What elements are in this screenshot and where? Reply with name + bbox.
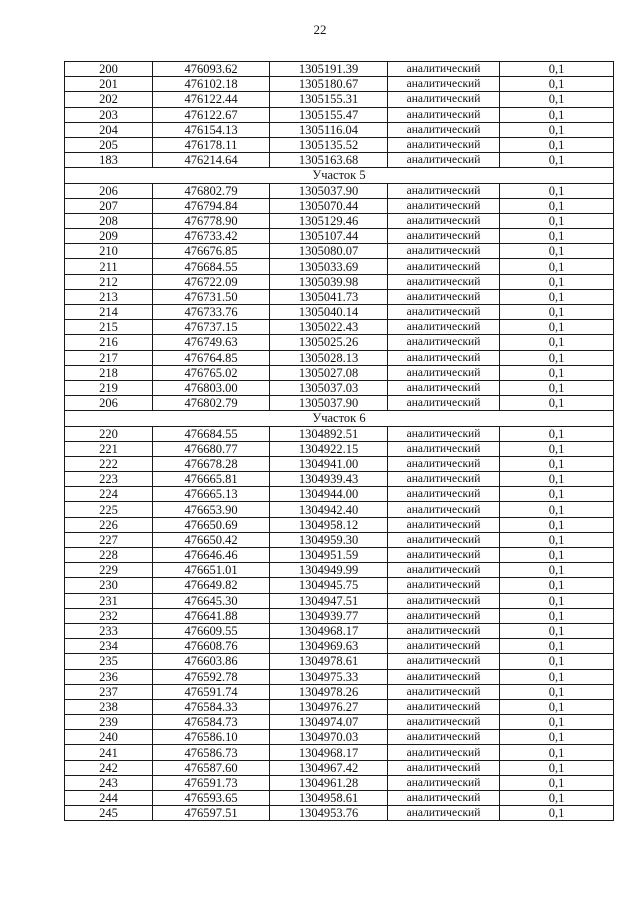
accuracy-cell: 0,1 — [500, 593, 614, 608]
x-coordinate-cell: 476650.42 — [153, 532, 270, 547]
accuracy-cell: 0,1 — [500, 259, 614, 274]
table-row — [65, 122, 614, 137]
y-coordinate-cell: 1304970.03 — [270, 730, 388, 745]
x-coordinate-cell: 476749.63 — [153, 335, 270, 350]
accuracy-cell: 0,1 — [500, 791, 614, 806]
y-coordinate-cell: 1305155.47 — [270, 107, 388, 122]
point-number-cell: 222 — [65, 456, 153, 471]
y-coordinate-cell: 1305070.44 — [270, 198, 388, 213]
accuracy-cell: 0,1 — [500, 213, 614, 228]
point-number-cell: 200 — [65, 62, 153, 77]
table-row — [65, 532, 614, 547]
accuracy-cell: 0,1 — [500, 441, 614, 456]
y-coordinate-cell: 1304944.00 — [270, 487, 388, 502]
point-number-cell: 212 — [65, 274, 153, 289]
accuracy-cell: 0,1 — [500, 487, 614, 502]
table-row — [65, 806, 614, 821]
x-coordinate-cell: 476731.50 — [153, 289, 270, 304]
y-coordinate-cell: 1304978.61 — [270, 654, 388, 669]
method-cell: аналитический — [388, 77, 500, 92]
coordinates-table-body — [65, 62, 614, 821]
table-row — [65, 137, 614, 152]
y-coordinate-cell: 1305037.90 — [270, 183, 388, 198]
x-coordinate-cell: 476593.65 — [153, 791, 270, 806]
x-coordinate-cell: 476676.85 — [153, 244, 270, 259]
method-cell: аналитический — [388, 791, 500, 806]
accuracy-cell: 0,1 — [500, 153, 614, 168]
section-row — [65, 411, 614, 426]
accuracy-cell: 0,1 — [500, 137, 614, 152]
x-coordinate-cell: 476102.18 — [153, 77, 270, 92]
accuracy-cell: 0,1 — [500, 289, 614, 304]
section-title: Участок 5 — [65, 168, 614, 183]
x-coordinate-cell: 476609.55 — [153, 623, 270, 638]
accuracy-cell: 0,1 — [500, 198, 614, 213]
table-row — [65, 791, 614, 806]
point-number-cell: 231 — [65, 593, 153, 608]
accuracy-cell: 0,1 — [500, 548, 614, 563]
y-coordinate-cell: 1305135.52 — [270, 137, 388, 152]
x-coordinate-cell: 476733.42 — [153, 229, 270, 244]
accuracy-cell: 0,1 — [500, 623, 614, 638]
point-number-cell: 221 — [65, 441, 153, 456]
accuracy-cell: 0,1 — [500, 563, 614, 578]
table-row — [65, 760, 614, 775]
table-row — [65, 426, 614, 441]
table-row — [65, 350, 614, 365]
method-cell: аналитический — [388, 259, 500, 274]
method-cell: аналитический — [388, 441, 500, 456]
method-cell: аналитический — [388, 715, 500, 730]
table-row — [65, 335, 614, 350]
x-coordinate-cell: 476597.51 — [153, 806, 270, 821]
y-coordinate-cell: 1305039.98 — [270, 274, 388, 289]
point-number-cell: 201 — [65, 77, 153, 92]
y-coordinate-cell: 1304974.07 — [270, 715, 388, 730]
method-cell: аналитический — [388, 639, 500, 654]
table-row — [65, 608, 614, 623]
table-row — [65, 77, 614, 92]
accuracy-cell: 0,1 — [500, 274, 614, 289]
point-number-cell: 203 — [65, 107, 153, 122]
x-coordinate-cell: 476665.81 — [153, 472, 270, 487]
x-coordinate-cell: 476584.73 — [153, 715, 270, 730]
method-cell: аналитический — [388, 396, 500, 411]
method-cell: аналитический — [388, 122, 500, 137]
point-number-cell: 205 — [65, 137, 153, 152]
y-coordinate-cell: 1305022.43 — [270, 320, 388, 335]
table-row — [65, 593, 614, 608]
x-coordinate-cell: 476154.13 — [153, 122, 270, 137]
y-coordinate-cell: 1305027.08 — [270, 365, 388, 380]
point-number-cell: 206 — [65, 396, 153, 411]
method-cell: аналитический — [388, 669, 500, 684]
accuracy-cell: 0,1 — [500, 532, 614, 547]
x-coordinate-cell: 476645.30 — [153, 593, 270, 608]
x-coordinate-cell: 476680.77 — [153, 441, 270, 456]
accuracy-cell: 0,1 — [500, 365, 614, 380]
method-cell: аналитический — [388, 472, 500, 487]
accuracy-cell: 0,1 — [500, 396, 614, 411]
x-coordinate-cell: 476608.76 — [153, 639, 270, 654]
method-cell: аналитический — [388, 608, 500, 623]
y-coordinate-cell: 1304961.28 — [270, 775, 388, 790]
y-coordinate-cell: 1304892.51 — [270, 426, 388, 441]
table-row — [65, 244, 614, 259]
x-coordinate-cell: 476651.01 — [153, 563, 270, 578]
x-coordinate-cell: 476722.09 — [153, 274, 270, 289]
x-coordinate-cell: 476178.11 — [153, 137, 270, 152]
x-coordinate-cell: 476122.67 — [153, 107, 270, 122]
y-coordinate-cell: 1305080.07 — [270, 244, 388, 259]
point-number-cell: 238 — [65, 699, 153, 714]
point-number-cell: 225 — [65, 502, 153, 517]
x-coordinate-cell: 476586.10 — [153, 730, 270, 745]
accuracy-cell: 0,1 — [500, 578, 614, 593]
accuracy-cell: 0,1 — [500, 107, 614, 122]
y-coordinate-cell: 1304922.15 — [270, 441, 388, 456]
point-number-cell: 210 — [65, 244, 153, 259]
point-number-cell: 240 — [65, 730, 153, 745]
method-cell: аналитический — [388, 623, 500, 638]
table-row — [65, 289, 614, 304]
method-cell: аналитический — [388, 426, 500, 441]
method-cell: аналитический — [388, 229, 500, 244]
x-coordinate-cell: 476649.82 — [153, 578, 270, 593]
x-coordinate-cell: 476603.86 — [153, 654, 270, 669]
point-number-cell: 237 — [65, 684, 153, 699]
accuracy-cell: 0,1 — [500, 730, 614, 745]
x-coordinate-cell: 476586.73 — [153, 745, 270, 760]
accuracy-cell: 0,1 — [500, 92, 614, 107]
point-number-cell: 218 — [65, 365, 153, 380]
point-number-cell: 227 — [65, 532, 153, 547]
y-coordinate-cell: 1304945.75 — [270, 578, 388, 593]
y-coordinate-cell: 1304967.42 — [270, 760, 388, 775]
accuracy-cell: 0,1 — [500, 320, 614, 335]
table-row — [65, 107, 614, 122]
accuracy-cell: 0,1 — [500, 122, 614, 137]
method-cell: аналитический — [388, 183, 500, 198]
y-coordinate-cell: 1304939.77 — [270, 608, 388, 623]
method-cell: аналитический — [388, 320, 500, 335]
accuracy-cell: 0,1 — [500, 699, 614, 714]
y-coordinate-cell: 1305025.26 — [270, 335, 388, 350]
x-coordinate-cell: 476646.46 — [153, 548, 270, 563]
y-coordinate-cell: 1305028.13 — [270, 350, 388, 365]
table-row — [65, 198, 614, 213]
y-coordinate-cell: 1305033.69 — [270, 259, 388, 274]
method-cell: аналитический — [388, 92, 500, 107]
method-cell: аналитический — [388, 578, 500, 593]
x-coordinate-cell: 476684.55 — [153, 259, 270, 274]
point-number-cell: 234 — [65, 639, 153, 654]
table-row — [65, 563, 614, 578]
accuracy-cell: 0,1 — [500, 77, 614, 92]
table-row — [65, 745, 614, 760]
x-coordinate-cell: 476214.64 — [153, 153, 270, 168]
table-row — [65, 365, 614, 380]
table-row — [65, 456, 614, 471]
coordinates-table — [64, 61, 614, 821]
y-coordinate-cell: 1304975.33 — [270, 669, 388, 684]
point-number-cell: 207 — [65, 198, 153, 213]
accuracy-cell: 0,1 — [500, 456, 614, 471]
accuracy-cell: 0,1 — [500, 380, 614, 395]
accuracy-cell: 0,1 — [500, 229, 614, 244]
accuracy-cell: 0,1 — [500, 654, 614, 669]
x-coordinate-cell: 476122.44 — [153, 92, 270, 107]
accuracy-cell: 0,1 — [500, 639, 614, 654]
y-coordinate-cell: 1304959.30 — [270, 532, 388, 547]
point-number-cell: 233 — [65, 623, 153, 638]
point-number-cell: 223 — [65, 472, 153, 487]
y-coordinate-cell: 1305180.67 — [270, 77, 388, 92]
y-coordinate-cell: 1304942.40 — [270, 502, 388, 517]
point-number-cell: 230 — [65, 578, 153, 593]
x-coordinate-cell: 476591.74 — [153, 684, 270, 699]
y-coordinate-cell: 1305037.90 — [270, 396, 388, 411]
y-coordinate-cell: 1305163.68 — [270, 153, 388, 168]
accuracy-cell: 0,1 — [500, 715, 614, 730]
point-number-cell: 242 — [65, 760, 153, 775]
y-coordinate-cell: 1304949.99 — [270, 563, 388, 578]
x-coordinate-cell: 476802.79 — [153, 396, 270, 411]
x-coordinate-cell: 476803.00 — [153, 380, 270, 395]
y-coordinate-cell: 1305129.46 — [270, 213, 388, 228]
y-coordinate-cell: 1304978.26 — [270, 684, 388, 699]
point-number-cell: 226 — [65, 517, 153, 532]
y-coordinate-cell: 1304947.51 — [270, 593, 388, 608]
table-row — [65, 715, 614, 730]
method-cell: аналитический — [388, 350, 500, 365]
x-coordinate-cell: 476591.73 — [153, 775, 270, 790]
method-cell: аналитический — [388, 593, 500, 608]
accuracy-cell: 0,1 — [500, 684, 614, 699]
x-coordinate-cell: 476764.85 — [153, 350, 270, 365]
y-coordinate-cell: 1305037.03 — [270, 380, 388, 395]
method-cell: аналитический — [388, 745, 500, 760]
y-coordinate-cell: 1304968.17 — [270, 745, 388, 760]
method-cell: аналитический — [388, 775, 500, 790]
accuracy-cell: 0,1 — [500, 806, 614, 821]
point-number-cell: 220 — [65, 426, 153, 441]
point-number-cell: 241 — [65, 745, 153, 760]
accuracy-cell: 0,1 — [500, 244, 614, 259]
y-coordinate-cell: 1304958.61 — [270, 791, 388, 806]
table-row — [65, 578, 614, 593]
point-number-cell: 206 — [65, 183, 153, 198]
x-coordinate-cell: 476737.15 — [153, 320, 270, 335]
method-cell: аналитический — [388, 62, 500, 77]
y-coordinate-cell: 1304969.63 — [270, 639, 388, 654]
method-cell: аналитический — [388, 563, 500, 578]
table-row — [65, 775, 614, 790]
method-cell: аналитический — [388, 684, 500, 699]
point-number-cell: 244 — [65, 791, 153, 806]
x-coordinate-cell: 476587.60 — [153, 760, 270, 775]
y-coordinate-cell: 1304951.59 — [270, 548, 388, 563]
method-cell: аналитический — [388, 654, 500, 669]
accuracy-cell: 0,1 — [500, 502, 614, 517]
point-number-cell: 245 — [65, 806, 153, 821]
point-number-cell: 216 — [65, 335, 153, 350]
table-row — [65, 213, 614, 228]
y-coordinate-cell: 1305041.73 — [270, 289, 388, 304]
accuracy-cell: 0,1 — [500, 335, 614, 350]
x-coordinate-cell: 476794.84 — [153, 198, 270, 213]
x-coordinate-cell: 476665.13 — [153, 487, 270, 502]
point-number-cell: 236 — [65, 669, 153, 684]
method-cell: аналитический — [388, 699, 500, 714]
accuracy-cell: 0,1 — [500, 745, 614, 760]
point-number-cell: 232 — [65, 608, 153, 623]
accuracy-cell: 0,1 — [500, 472, 614, 487]
table-row — [65, 441, 614, 456]
method-cell: аналитический — [388, 365, 500, 380]
table-row — [65, 548, 614, 563]
y-coordinate-cell: 1305107.44 — [270, 229, 388, 244]
x-coordinate-cell: 476684.55 — [153, 426, 270, 441]
x-coordinate-cell: 476584.33 — [153, 699, 270, 714]
x-coordinate-cell: 476802.79 — [153, 183, 270, 198]
table-row — [65, 396, 614, 411]
table-row — [65, 92, 614, 107]
accuracy-cell: 0,1 — [500, 775, 614, 790]
accuracy-cell: 0,1 — [500, 62, 614, 77]
method-cell: аналитический — [388, 289, 500, 304]
section-title: Участок 6 — [65, 411, 614, 426]
method-cell: аналитический — [388, 487, 500, 502]
table-row — [65, 502, 614, 517]
point-number-cell: 202 — [65, 92, 153, 107]
point-number-cell: 224 — [65, 487, 153, 502]
table-row — [65, 380, 614, 395]
method-cell: аналитический — [388, 244, 500, 259]
point-number-cell: 235 — [65, 654, 153, 669]
table-row — [65, 639, 614, 654]
accuracy-cell: 0,1 — [500, 426, 614, 441]
x-coordinate-cell: 476641.88 — [153, 608, 270, 623]
method-cell: аналитический — [388, 517, 500, 532]
y-coordinate-cell: 1304968.17 — [270, 623, 388, 638]
page-number: 22 — [313, 22, 327, 37]
x-coordinate-cell: 476765.02 — [153, 365, 270, 380]
method-cell: аналитический — [388, 213, 500, 228]
point-number-cell: 243 — [65, 775, 153, 790]
table-row — [65, 472, 614, 487]
accuracy-cell: 0,1 — [500, 608, 614, 623]
y-coordinate-cell: 1305040.14 — [270, 305, 388, 320]
table-row — [65, 183, 614, 198]
method-cell: аналитический — [388, 532, 500, 547]
point-number-cell: 204 — [65, 122, 153, 137]
point-number-cell: 213 — [65, 289, 153, 304]
method-cell: аналитический — [388, 548, 500, 563]
method-cell: аналитический — [388, 137, 500, 152]
accuracy-cell: 0,1 — [500, 517, 614, 532]
method-cell: аналитический — [388, 806, 500, 821]
method-cell: аналитический — [388, 760, 500, 775]
point-number-cell: 209 — [65, 229, 153, 244]
y-coordinate-cell: 1305116.04 — [270, 122, 388, 137]
table-row — [65, 153, 614, 168]
x-coordinate-cell: 476678.28 — [153, 456, 270, 471]
table-row — [65, 654, 614, 669]
table-row — [65, 259, 614, 274]
x-coordinate-cell: 476778.90 — [153, 213, 270, 228]
point-number-cell: 214 — [65, 305, 153, 320]
x-coordinate-cell: 476650.69 — [153, 517, 270, 532]
x-coordinate-cell: 476733.76 — [153, 305, 270, 320]
point-number-cell: 208 — [65, 213, 153, 228]
y-coordinate-cell: 1304939.43 — [270, 472, 388, 487]
method-cell: аналитический — [388, 335, 500, 350]
accuracy-cell: 0,1 — [500, 669, 614, 684]
method-cell: аналитический — [388, 305, 500, 320]
method-cell: аналитический — [388, 153, 500, 168]
accuracy-cell: 0,1 — [500, 350, 614, 365]
y-coordinate-cell: 1305155.31 — [270, 92, 388, 107]
y-coordinate-cell: 1304958.12 — [270, 517, 388, 532]
table-row — [65, 62, 614, 77]
point-number-cell: 228 — [65, 548, 153, 563]
accuracy-cell: 0,1 — [500, 305, 614, 320]
section-row — [65, 168, 614, 183]
y-coordinate-cell: 1304953.76 — [270, 806, 388, 821]
point-number-cell: 219 — [65, 380, 153, 395]
table-row — [65, 229, 614, 244]
accuracy-cell: 0,1 — [500, 183, 614, 198]
table-row — [65, 730, 614, 745]
method-cell: аналитический — [388, 198, 500, 213]
y-coordinate-cell: 1304976.27 — [270, 699, 388, 714]
method-cell: аналитический — [388, 380, 500, 395]
x-coordinate-cell: 476093.62 — [153, 62, 270, 77]
table-row — [65, 623, 614, 638]
table-row — [65, 699, 614, 714]
table-row — [65, 669, 614, 684]
table-row — [65, 517, 614, 532]
method-cell: аналитический — [388, 730, 500, 745]
x-coordinate-cell: 476592.78 — [153, 669, 270, 684]
point-number-cell: 239 — [65, 715, 153, 730]
accuracy-cell: 0,1 — [500, 760, 614, 775]
y-coordinate-cell: 1305191.39 — [270, 62, 388, 77]
point-number-cell: 215 — [65, 320, 153, 335]
table-row — [65, 274, 614, 289]
point-number-cell: 229 — [65, 563, 153, 578]
method-cell: аналитический — [388, 502, 500, 517]
point-number-cell: 217 — [65, 350, 153, 365]
table-row — [65, 305, 614, 320]
x-coordinate-cell: 476653.90 — [153, 502, 270, 517]
method-cell: аналитический — [388, 107, 500, 122]
method-cell: аналитический — [388, 456, 500, 471]
point-number-cell: 211 — [65, 259, 153, 274]
point-number-cell: 183 — [65, 153, 153, 168]
method-cell: аналитический — [388, 274, 500, 289]
table-row — [65, 684, 614, 699]
table-row — [65, 487, 614, 502]
table-row — [65, 320, 614, 335]
y-coordinate-cell: 1304941.00 — [270, 456, 388, 471]
